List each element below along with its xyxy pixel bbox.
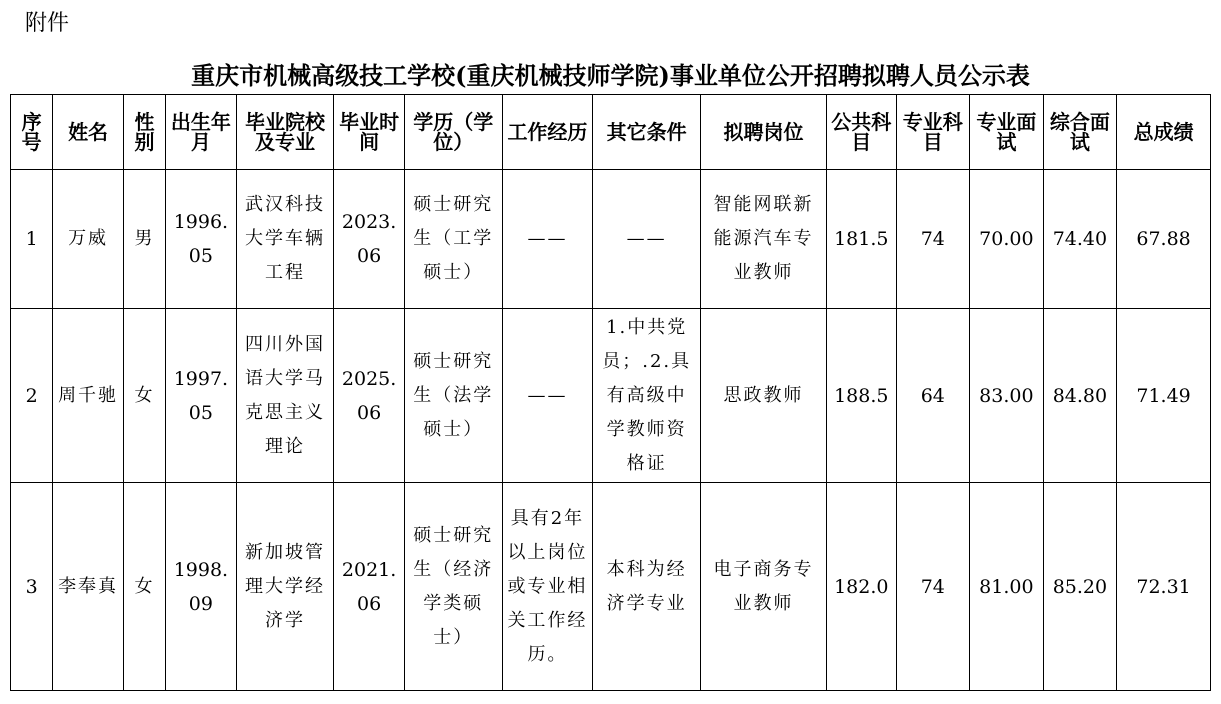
- cell-gender: 女: [123, 309, 165, 483]
- cell-degree: 硕士研究生（工学硕士）: [404, 170, 502, 309]
- header-total: 总成绩: [1117, 95, 1211, 170]
- cell-major-interview: 83.00: [970, 309, 1044, 483]
- table-row: [11, 170, 1211, 309]
- document-title: 重庆市机械高级技工学校(重庆机械技师学院)事业单位公开招聘拟聘人员公示表: [191, 61, 1030, 90]
- cell-other: 本科为经济学专业: [593, 483, 701, 691]
- cell-birth: 1996.05: [166, 170, 237, 309]
- cell-name: 李奉真: [53, 483, 124, 691]
- cell-degree: 硕士研究生（法学硕士）: [404, 309, 502, 483]
- table-row: [11, 309, 1211, 483]
- cell-degree: 硕士研究生（经济学类硕士）: [404, 483, 502, 691]
- cell-public-subject: 188.5: [827, 309, 897, 483]
- cell-seq: 3: [11, 483, 53, 691]
- cell-position: 思政教师: [701, 309, 827, 483]
- cell-general-interview: 74.40: [1043, 170, 1117, 309]
- cell-seq: 2: [11, 309, 53, 483]
- cell-total: 71.49: [1117, 309, 1211, 483]
- cell-gender: 男: [123, 170, 165, 309]
- cell-other: 1.中共党员；.2.具有高级中学教师资格证: [593, 309, 701, 483]
- cell-name: 万威: [53, 170, 124, 309]
- cell-grad-time: 2025.06: [334, 309, 405, 483]
- header-major-interview: 专业面试: [970, 95, 1044, 170]
- cell-major-subject: 74: [896, 170, 970, 309]
- cell-position: 电子商务专业教师: [701, 483, 827, 691]
- cell-position: 智能网联新能源汽车专业教师: [701, 170, 827, 309]
- cell-other: ——: [593, 170, 701, 309]
- header-other: 其它条件: [593, 95, 701, 170]
- cell-general-interview: 85.20: [1043, 483, 1117, 691]
- cell-name: 周千驰: [53, 309, 124, 483]
- cell-gender: 女: [123, 483, 165, 691]
- cell-work-exp: 具有2年以上岗位或专业相关工作经历。: [502, 483, 593, 691]
- cell-public-subject: 181.5: [827, 170, 897, 309]
- header-seq: 序号: [11, 95, 53, 170]
- cell-grad-time: 2021.06: [334, 483, 405, 691]
- cell-major-interview: 81.00: [970, 483, 1044, 691]
- cell-total: 72.31: [1117, 483, 1211, 691]
- cell-birth: 1998.09: [166, 483, 237, 691]
- cell-school-major: 武汉科技大学车辆工程: [236, 170, 334, 309]
- header-school-major: 毕业院校及专业: [236, 95, 334, 170]
- header-grad-time: 毕业时间: [334, 95, 405, 170]
- cell-general-interview: 84.80: [1043, 309, 1117, 483]
- table-row: [11, 483, 1211, 691]
- header-name: 姓名: [53, 95, 124, 170]
- candidate-table: [10, 94, 1211, 691]
- header-work-exp: 工作经历: [502, 95, 593, 170]
- cell-public-subject: 182.0: [827, 483, 897, 691]
- cell-school-major: 新加坡管理大学经济学: [236, 483, 334, 691]
- attachment-label: 附件: [25, 11, 70, 36]
- cell-school-major: 四川外国语大学马克思主义理论: [236, 309, 334, 483]
- header-birth: 出生年月: [166, 95, 237, 170]
- header-position: 拟聘岗位: [701, 95, 827, 170]
- cell-work-exp: ——: [502, 309, 593, 483]
- cell-seq: 1: [11, 170, 53, 309]
- header-public-subject: 公共科目: [827, 95, 897, 170]
- header-major-subject: 专业科目: [896, 95, 970, 170]
- header-degree: 学历（学位）: [404, 95, 502, 170]
- cell-major-subject: 64: [896, 309, 970, 483]
- cell-major-subject: 74: [896, 483, 970, 691]
- header-gender: 性别: [123, 95, 165, 170]
- cell-total: 67.88: [1117, 170, 1211, 309]
- header-general-interview: 综合面试: [1043, 95, 1117, 170]
- table-header-row: [11, 95, 1211, 170]
- cell-work-exp: ——: [502, 170, 593, 309]
- cell-major-interview: 70.00: [970, 170, 1044, 309]
- cell-grad-time: 2023.06: [334, 170, 405, 309]
- cell-birth: 1997.05: [166, 309, 237, 483]
